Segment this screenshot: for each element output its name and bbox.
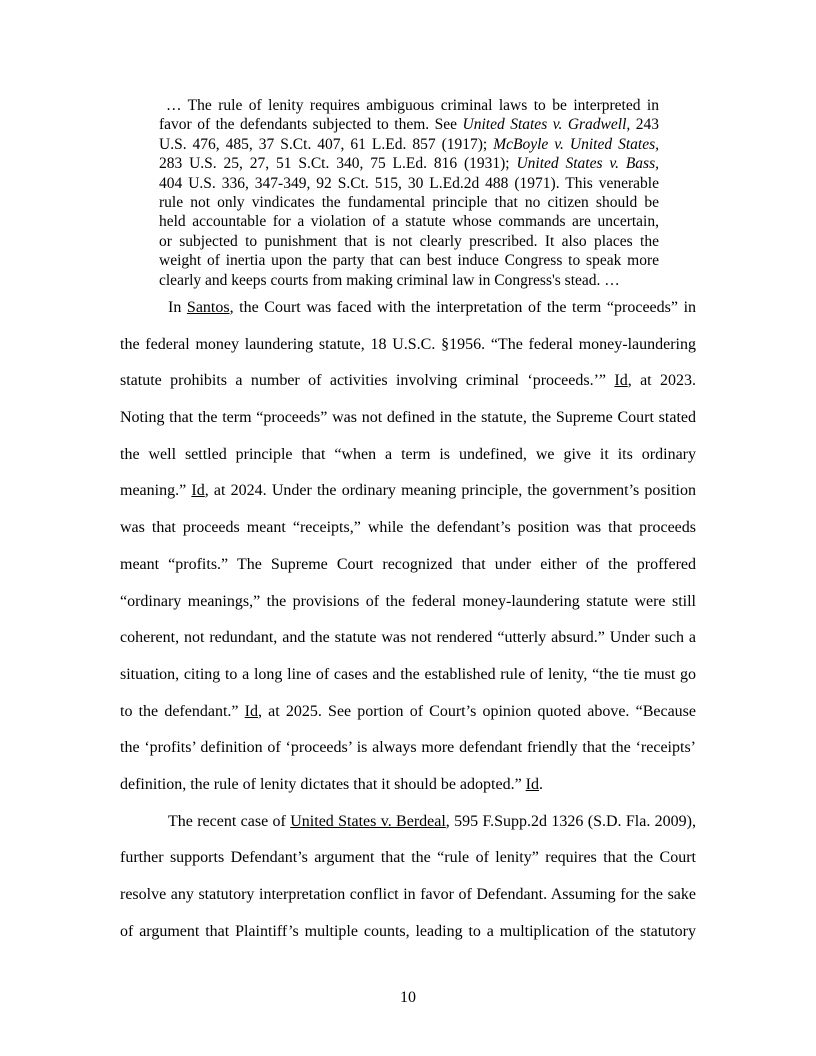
text-run: , at 2025. See portion of Court’s opinion quoted above. “Because [258,702,697,720]
text-line [159,154,659,173]
text-run: weight of inertia upon the party that can best induce Congress to speak more [159,252,659,270]
text-line [120,590,696,627]
text-line [120,516,696,553]
text-line [159,115,659,134]
case-citation: Id [614,372,628,390]
text-run: U.S. 476, 485, 37 S.Ct. 407, 61 L.Ed. 857 (1917); [159,135,494,153]
text-run: … The rule of lenity requires ambiguous criminal laws to be interpreted in [166,97,659,114]
text-line [120,883,696,920]
text-line [159,251,659,270]
text-run: resolve any statutory interpretation conflict in favor of Defendant. Assuming for the sake [120,886,696,903]
text-line [120,553,696,590]
text-run: definition, the rule of lenity dictates that it should be adopted.” [120,775,526,793]
text-line [120,443,696,480]
text-run: to the defendant.” [120,702,245,720]
case-citation: United States v. Gradwell, [462,116,631,134]
text-run: the federal money laundering statute, 18 U.S.C. §1956. “The federal money-laundering [120,335,696,353]
text-run: the well settled principle that “when a term is undefined, we give it its ordinary [120,445,696,463]
paragraph-santos [120,296,696,810]
text-line [120,773,696,810]
text-line [159,232,659,251]
case-citation: Id [191,482,205,500]
case-citation: McBoyle v. United States, [493,135,659,153]
page-number: 10 [400,989,416,1006]
text-run: rule not only vindicates the fundamental principle that no citizen should be [159,193,659,211]
text-line [159,212,659,231]
text-run: , the Court was faced with the interpretation of the term “proceeds” in [229,299,697,316]
text-line [120,663,696,700]
block-quote [159,96,659,290]
case-citation: United States v. Berdeal [290,812,446,830]
text-run: clearly and keeps courts from making criminal law in Congress's stead. … [159,271,620,289]
text-line [159,271,659,290]
text-run: further supports Defendant’s argument that the “rule of lenity” requires that the Court [120,849,696,867]
text-line [120,369,696,406]
text-line [120,736,696,773]
text-run: Noting that the term “proceeds” was not defined in the statute, the Supreme Court stated [120,409,696,427]
text-line [120,479,696,516]
text-run: of argument that Plaintiff’s multiple counts, leading to a multiplication of the statutory [120,922,696,940]
text-run: favor of the defendants subjected to them. See [159,116,463,134]
text-run: was that proceeds meant “receipts,” while the defendant’s position was that proceeds [120,519,696,537]
text-run: , at 2023. [627,372,697,390]
text-line [120,846,696,883]
text-run: 243 [630,116,660,134]
text-run: , 595 F.Supp.2d 1326 (S.D. Fla. 2009), [445,812,697,830]
case-citation: Id [244,702,258,720]
text-run: . [539,775,543,793]
text-run: In [168,299,187,316]
text-run: statute prohibits a number of activities involving criminal ‘proceeds.’” [120,372,615,390]
text-run: The recent case of [168,812,291,830]
case-citation: Id [525,775,539,793]
text-run: meaning.” [120,482,192,500]
paragraph-berdeal [120,810,696,957]
text-line [120,700,696,737]
text-run: the ‘profits’ definition of ‘proceeds’ is always more defendant friendly that the ‘receipts’ [120,739,696,757]
text-run: , at 2024. Under the ordinary meaning principle, the government’s position [204,482,696,500]
text-line [120,920,696,957]
text-line [120,810,696,847]
text-line [159,174,659,193]
text-line [120,626,696,663]
text-run: “ordinary meanings,” the provisions of the federal money-laundering statute were still [120,592,696,610]
text-line [120,406,696,443]
text-line [159,135,659,154]
text-run: coherent, not redundant, and the statute was not rendered “utterly absurd.” Under such a [120,629,696,647]
case-citation: United States v. Bass, [516,155,659,173]
case-citation: Santos [186,299,230,316]
text-run: 404 U.S. 336, 347-349, 92 S.Ct. 515, 30 L.Ed.2d 488 (1971). This venerable [159,174,659,192]
text-run: held accountable for a violation of a statute whose commands are uncertain, [159,213,659,231]
text-line [159,96,659,115]
text-line [120,296,696,333]
text-run: situation, citing to a long line of cases and the established rule of lenity, “the tie must go [120,665,696,683]
text-run: meant “profits.” The Supreme Court recognized that under either of the proffered [120,555,696,573]
text-run: 283 U.S. 25, 27, 51 S.Ct. 340, 75 L.Ed. 816 (1931); [159,155,517,173]
text-run: or subjected to punishment that is not clearly prescribed. It also places the [159,232,659,250]
text-line [159,193,659,212]
body-text [120,296,696,956]
text-line [120,333,696,370]
